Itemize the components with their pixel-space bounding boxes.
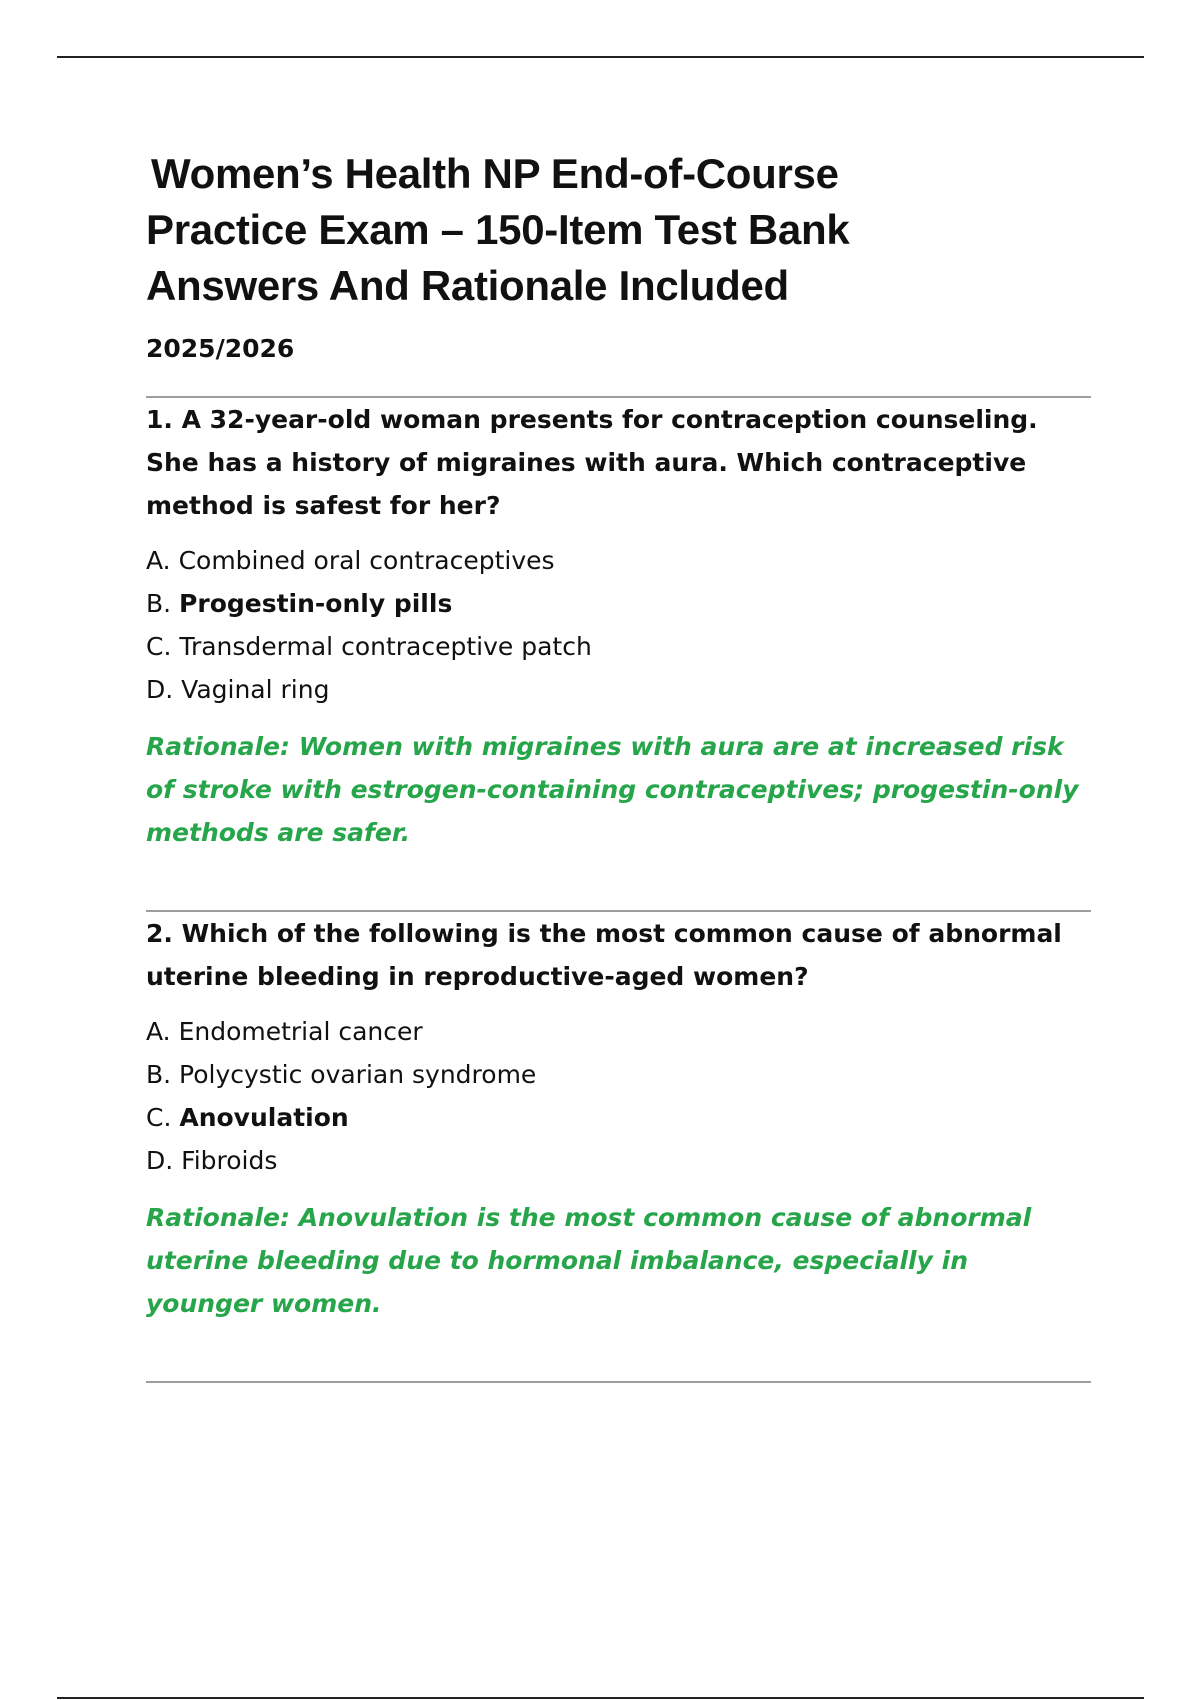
option-c (146, 625, 1091, 668)
option-text: Vaginal ring (181, 675, 330, 704)
option-prefix: B. (146, 589, 180, 618)
option-d (146, 668, 1091, 711)
document-title (146, 146, 1091, 314)
option-text: Polycystic ovarian syndrome (179, 1060, 537, 1089)
option-prefix: C. (146, 1103, 180, 1132)
question-text: 2. Which of the following is the most common cause of abnormal uterine bleeding in reproductive-aged women? (146, 919, 1062, 991)
document-year: 2025/2026 (146, 334, 295, 363)
option-b (146, 582, 1091, 625)
answer-options (146, 539, 1091, 711)
option-prefix: B. (146, 1060, 180, 1089)
option-text: Fibroids (181, 1146, 278, 1175)
page-top-rule (57, 56, 1144, 58)
document-content (146, 146, 1091, 1383)
section-divider (146, 1381, 1091, 1383)
question-text: 1. A 32-year-old woman presents for contraception counseling. She has a history of migraines with aura. Which contraceptive method is safest for her? (146, 405, 1038, 520)
rationale-text: Rationale: Anovulation is the most common cause of abnormal uterine bleeding due to hormonal imbalance, especially in younger women. (146, 1203, 1032, 1318)
option-prefix: D. (146, 1146, 182, 1175)
question-1 (146, 398, 1091, 854)
answer-options (146, 1010, 1091, 1182)
option-text: Combined oral contraceptives (178, 546, 555, 575)
option-text: Transdermal contraceptive patch (179, 632, 592, 661)
option-a (146, 1010, 1091, 1053)
option-prefix: C. (146, 632, 180, 661)
option-prefix: D. (146, 675, 182, 704)
rationale-text: Rationale: Women with migraines with aura are at increased risk of stroke with estrogen-containing contraceptives; progestin-only methods are safer. (146, 732, 1079, 847)
correct-option-text: Anovulation (179, 1103, 349, 1132)
option-d (146, 1139, 1091, 1182)
option-prefix: A. (146, 1017, 179, 1046)
title-line-1: Women’s Health NP End-of-Course (151, 150, 839, 197)
correct-option-text: Progestin-only pills (179, 589, 453, 618)
question-2 (146, 912, 1091, 1325)
option-a (146, 539, 1091, 582)
title-line-3: Answers And Rationale Included (146, 262, 789, 309)
option-prefix: A. (146, 546, 179, 575)
option-text: Endometrial cancer (178, 1017, 423, 1046)
page-bottom-rule (57, 1697, 1144, 1699)
option-b (146, 1053, 1091, 1096)
option-c (146, 1096, 1091, 1139)
title-line-2: Practice Exam – 150-Item Test Bank (146, 206, 850, 253)
